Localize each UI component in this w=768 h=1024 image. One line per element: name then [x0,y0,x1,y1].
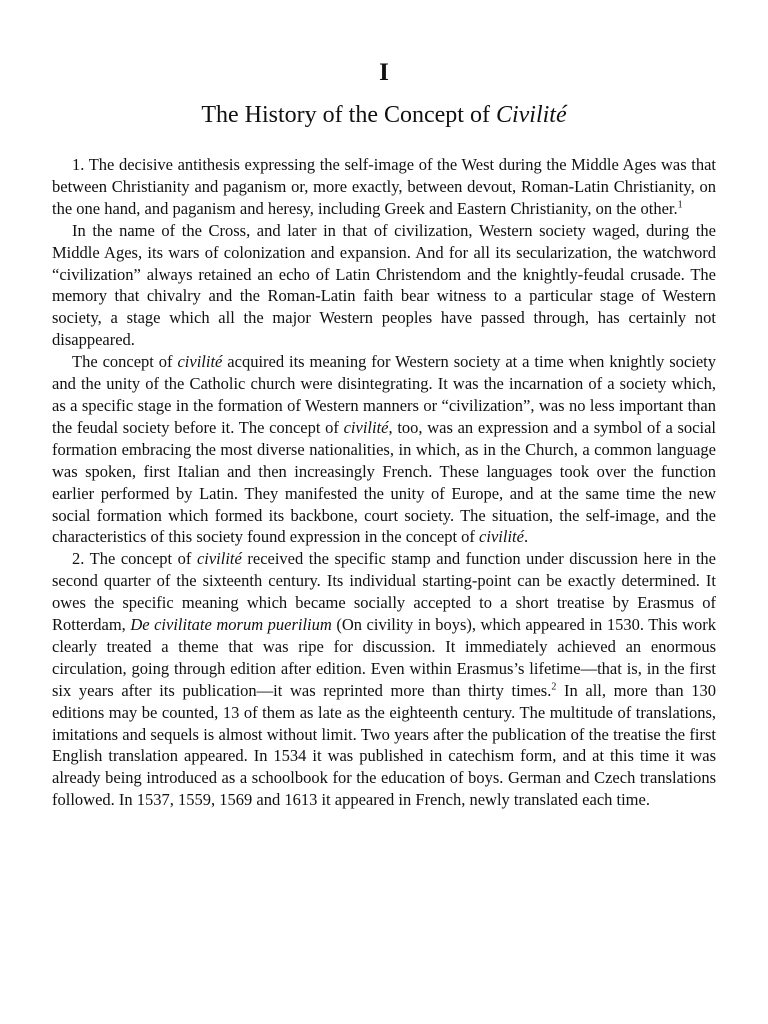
paragraph-4 [52,548,716,811]
paragraph-3-text-b: acquired its meaning for Western society at a time when knightly society and the unity of the Catholic church were disintegrating. It was the incarnation of a society which, as a specific stage in the formation of Western manners or “civilization”, was no less important than the feudal society before it. The concept of [52,352,716,437]
paragraph-1 [52,154,716,220]
chapter-number: I [379,59,389,86]
paragraph-4-text-b: received the specific stamp and function under discussion here in the second quarter of the sixteenth century. Its individual starting-point can be exactly determined. It owes the specific meaning which became socially accepted to a short treatise by Erasmus of Rotterdam, [52,549,717,635]
chapter-title-italic: Civilité [495,102,567,128]
paragraph-3 [52,351,716,548]
paragraph-2 [52,220,716,351]
section-label-2: 2. [72,549,90,569]
paragraph-3-text-a: The concept of [72,352,178,372]
paragraph-4-text-a: The concept of [89,549,197,569]
footnote-marker-1[interactable]: 1 [677,199,683,211]
term-civilite: civilité [479,527,524,547]
book-page [52,58,716,811]
chapter-title-main: The History of the Concept of [201,102,496,128]
paragraph-4-text-d: In all, more than 130 editions may be counted, 13 of them as late as the eighteenth century. The multitude of translations, imitations and sequels is almost without limit. Two years after the publication of the treatise the first English translation appeared. In 1534 it was published in catechism form, and at this time it was already being introduced as a schoolbook for the education of boys. German and Czech translations followed. In 1537, 1559, 1569 and 1613 it appeared in French, newly translated each time. [52,680,716,810]
paragraph-3-text-c: , too, was an expression and a symbol of a social formation embracing the most diverse nationalities, in which, as in the Church, a common language was spoken, first Italian and then increasingly French. These languages took over the function earlier performed by Latin. They manifested the unity of Europe, and at the same time the new social formation which formed its backbone, court society. The situation, the self-image, and the characteristics of this society found expression in the concept of [52,417,716,547]
chapter-title [52,100,716,130]
section-label-1: 1. [72,155,89,174]
term-civilite: civilité [177,352,223,372]
paragraph-4-text-c: (On civility in boys), which appeared in 1530. This work clearly treated a theme that was ripe for discussion. It immediately achieved an enormous circulation, going through edition after edition. Even within Erasmus’s lifetime—that is, in the first six years after its publication—it was reprinted more than thirty times. [52,615,716,700]
paragraph-2-text: In the name of the Cross, and later in that of civilization, Western society waged, during the Middle Ages, its wars of colonization and expansion. And for all its secularization, the watchword “civilization” always retained an echo of Latin Christendom and the knightly-feudal crusade. The memory that chivalry and the Roman-Latin faith bear witness to a particular stage of Western society, a stage which all the major Western peoples have passed through, has certainly not disappeared. [52,220,716,350]
footnote-marker-2[interactable]: 2 [551,681,557,693]
paragraph-1-text: The decisive antithesis expressing the self-image of the West during the Middle Ages was that between Christianity and paganism or, more exactly, between devout, Roman-Latin Christianity, on the one hand, and paganism and heresy, including Greek and Eastern Christianity, on the other. [52,155,717,218]
paragraph-3-text-d: . [523,527,529,547]
term-civilite: civilité [343,417,389,437]
term-civilite: civilité [196,549,242,569]
book-title-de-civilitate: De civilitate morum puerilium [130,615,332,635]
